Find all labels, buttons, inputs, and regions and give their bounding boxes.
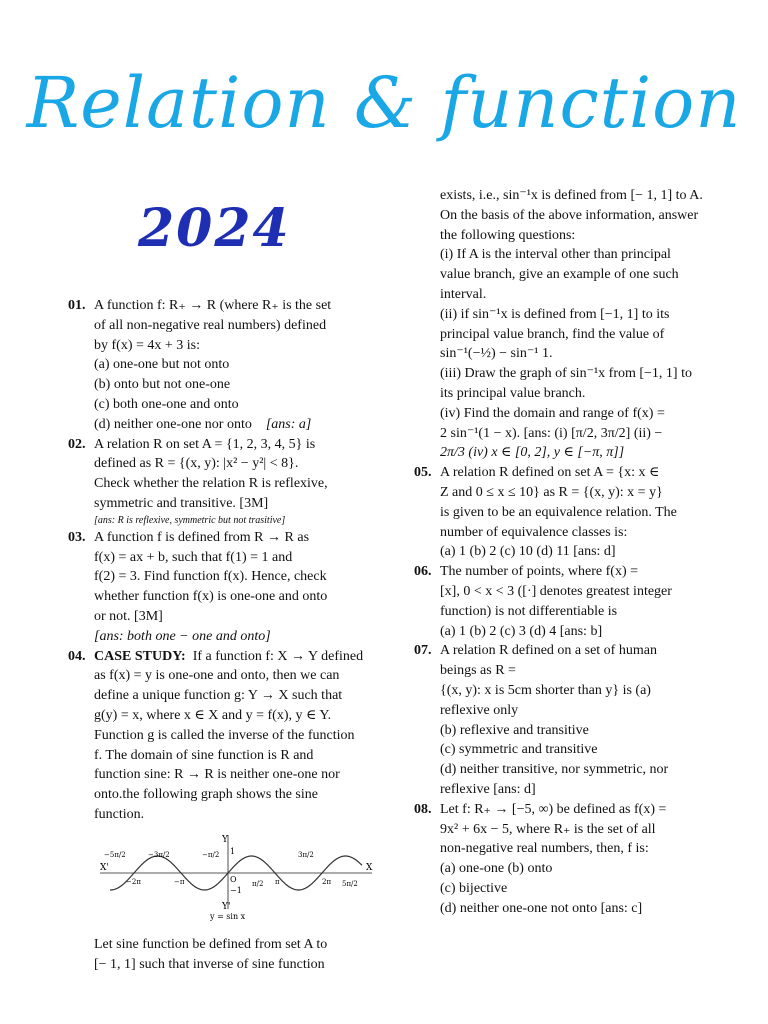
question-text-line: Function g is called the inverse of the function	[94, 727, 355, 743]
question-text-line: {(x, y): x is 5cm shorter than y} is (a)	[440, 682, 651, 698]
question-text-line: symmetric and transitive. [3M]	[94, 495, 269, 511]
text-line: the following questions:	[440, 227, 576, 243]
case-study-line: If a function f: X → Y defined	[192, 648, 364, 664]
question-text-line: whether function f(x) is one-one and onto	[94, 589, 328, 605]
answer: [ans: both one − one and onto]	[94, 628, 271, 644]
option-c: (c) both one-one and onto	[94, 396, 239, 412]
option-b: (b) onto but not one-one	[94, 377, 231, 393]
options-row: (a) 1 (b) 2 (c) 10 (d) 11 [ans: d]	[440, 544, 616, 560]
question-text-line: The number of points, where f(x) =	[440, 564, 639, 580]
question-06	[414, 562, 718, 641]
text-line: (iii) Draw the graph of sin⁻¹x from [−1, 1] to	[440, 366, 692, 382]
tick-label: 5π/2	[342, 879, 358, 888]
question-02	[68, 435, 380, 528]
question-text-line: by f(x) = 4x + 3 is:	[94, 337, 201, 353]
question-text-line	[94, 647, 380, 667]
text-line: On the basis of the above information, answer	[440, 207, 699, 223]
text-line: its principal value branch.	[440, 385, 586, 401]
graph-caption: y = sin x	[210, 911, 246, 921]
question-text-line: of all non-negative real numbers) defined	[94, 317, 327, 333]
question-text-line: A relation R defined on a set of human	[440, 643, 657, 659]
option-b: (b) reflexive and transitive	[440, 722, 589, 738]
question-text-line: function) is not differentiable is	[440, 603, 618, 619]
tick-label: 3π/2	[298, 850, 314, 859]
question-number: 06.	[414, 564, 432, 580]
question-number: 03.	[68, 529, 86, 545]
x-axis-label-neg: X'	[100, 862, 109, 873]
question-text-line: number of equivalence classes is:	[440, 524, 628, 540]
question-text-line: function.	[94, 806, 145, 822]
option-c: (c) bijective	[440, 880, 508, 896]
x-axis-label: X	[366, 862, 373, 873]
question-text-line: A relation R on set A = {1, 2, 3, 4, 5} is	[94, 436, 316, 452]
text-line: (i) If A is the interval other than principal	[440, 247, 671, 263]
option-d-cont: reflexive [ans: d]	[440, 781, 536, 797]
question-text-line: f. The domain of sine function is R and	[94, 747, 314, 763]
year-heading: 2024	[138, 198, 291, 259]
question-number: 04.	[68, 648, 86, 664]
option-d: (d) neither one-one not onto [ans: c]	[440, 900, 643, 916]
question-text-line: or not. [3M]	[94, 608, 163, 624]
answer: [ans: a]	[265, 416, 312, 432]
text-line: (iv) Find the domain and range of f(x) =	[440, 405, 665, 421]
question-text-line: Let sine function be defined from set A to	[94, 936, 328, 952]
question-text-line: f(2) = 3. Find function f(x). Hence, check	[94, 569, 327, 585]
question-text-line: non-negative real numbers, then, f is:	[440, 841, 649, 857]
question-text-line: A relation R defined on set A = {x: x ∈	[440, 465, 660, 481]
case-study-label: CASE STUDY:	[94, 648, 186, 664]
question-number: 07.	[414, 643, 432, 659]
question-05	[414, 463, 718, 562]
question-text-line: f(x) = ax + b, such that f(1) = 1 and	[94, 549, 293, 565]
question-text-line: Check whether the relation R is reflexive,	[94, 476, 328, 492]
option-a: (a) one-one but not onto	[94, 357, 230, 373]
tick-label: −3π/2	[148, 850, 170, 859]
question-text-line: 9x² + 6x − 5, where R₊ is the set of all	[440, 821, 656, 837]
tick-label: −5π/2	[104, 850, 126, 859]
question-text-line: onto.the following graph shows the sine	[94, 787, 318, 803]
text-line: (ii) if sin⁻¹x is defined from [−1, 1] to its	[440, 306, 670, 322]
options-row: (a) 1 (b) 2 (c) 3 (d) 4 [ans: b]	[440, 623, 603, 639]
right-column	[414, 186, 718, 918]
question-text-line: reflexive only	[440, 702, 519, 718]
question-text-line: define a unique function g: Y → X such that	[94, 688, 343, 704]
question-text-line: [x], 0 < x < 3 ([·] denotes greatest integer	[440, 583, 672, 599]
sine-graph-svg	[90, 833, 380, 921]
options-ab: (a) one-one (b) onto	[440, 861, 553, 877]
question-text-line: as f(x) = y is one-one and onto, then we can	[94, 668, 340, 684]
text-line: 2 sin⁻¹(1 − x). [ans: (i) [π/2, 3π/2] (ii) −	[440, 425, 663, 441]
question-text-line: A function f: R₊ → R (where R₊ is the set	[94, 298, 332, 313]
question-07	[414, 641, 718, 799]
question-08	[414, 800, 718, 919]
tick-label: −π/2	[202, 850, 220, 859]
tick-label: 2π	[322, 877, 332, 886]
tick-label: π	[275, 877, 280, 886]
y-axis-label: Y	[222, 834, 228, 845]
answer: 2π/3 (iv) x ∈ [0, 2], y ∈ [−π, π]]	[440, 445, 625, 461]
option-c: (c) symmetric and transitive	[440, 742, 598, 758]
question-number: 01.	[68, 298, 86, 313]
left-column	[68, 296, 380, 974]
case-study-continuation	[414, 186, 718, 463]
question-text-line: Z and 0 ≤ x ≤ 10} as R = {(x, y): x = y}	[440, 484, 663, 500]
answer: [ans: R is reflexive, symmetric but not trasitive]	[94, 514, 286, 526]
question-text-line: [− 1, 1] such that inverse of sine function	[94, 956, 325, 972]
option-d-text: (d) neither one-one nor onto	[94, 416, 252, 432]
tick-label-1: 1	[230, 846, 236, 856]
question-number: 02.	[68, 436, 86, 452]
text-line: interval.	[440, 286, 487, 302]
question-text-line: beings as R =	[440, 663, 516, 679]
question-number: 08.	[414, 801, 432, 817]
option-d: (d) neither transitive, nor symmetric, nor	[440, 762, 669, 778]
question-text-line: function sine: R → R is neither one-one nor	[94, 767, 340, 783]
question-04	[68, 647, 380, 975]
text-line: sin⁻¹(−½) − sin⁻¹ 1.	[440, 346, 553, 362]
question-text-line: defined as R = {(x, y): |x² − y²| < 8}.	[94, 456, 299, 472]
tick-label-neg1: −1	[230, 885, 242, 895]
y-axis-label-neg: Y'	[222, 901, 231, 912]
tick-label: −π	[174, 877, 185, 886]
text-line: value branch, give an example of one such	[440, 267, 679, 283]
tick-label: −2π	[126, 877, 141, 886]
question-text-line: A function f is defined from R → R as	[94, 529, 310, 545]
question-number: 05.	[414, 465, 432, 481]
option-d	[94, 415, 380, 435]
tick-label: π/2	[252, 879, 264, 888]
question-03	[68, 528, 380, 647]
question-text-line: g(y) = x, where x ∈ X and y = f(x), y ∈ Y.	[94, 707, 332, 723]
text-line: principal value branch, find the value of	[440, 326, 665, 342]
question-01	[68, 296, 380, 435]
sine-graph	[90, 833, 380, 921]
text-line: exists, i.e., sin⁻¹x is defined from [− 1, 1] to A.	[440, 188, 703, 203]
question-text-line: Let f: R₊ → [−5, ∞) be defined as f(x) =	[440, 801, 667, 817]
page-title: Relation & function	[26, 62, 742, 144]
origin-label: O	[230, 874, 237, 884]
question-text-line: is given to be an equivalence relation. The	[440, 504, 677, 520]
